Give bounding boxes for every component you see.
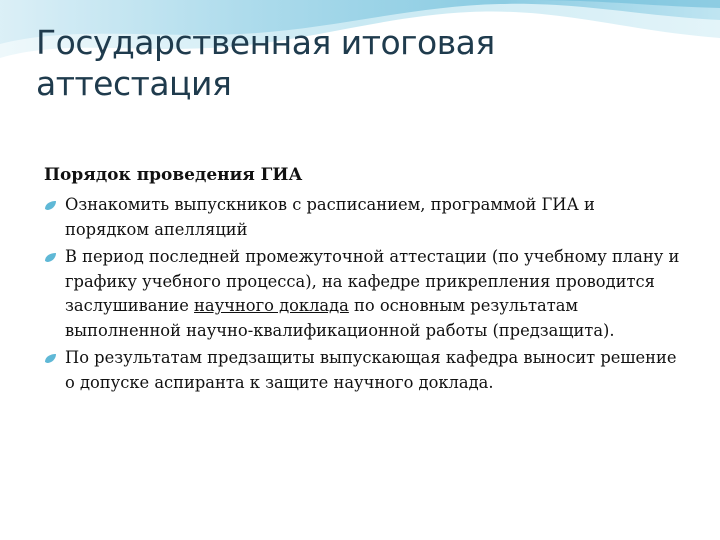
bullet-text-2a: В период последней промежуточной аттестации (по учебному плану и графику учебного процесса), на кафедре прикрепления проводится заслушивание — [65, 247, 680, 315]
slide-content — [44, 163, 684, 398]
bullet-item-3 — [44, 346, 684, 395]
bullet-text-2-underlined: научного доклада — [194, 296, 349, 315]
water-drop-bullet-icon — [44, 200, 57, 211]
bullet-text-1: Ознакомить выпускников с расписанием, программой ГИА и порядком апелляций — [65, 195, 595, 239]
bullet-text-3: По результатам предзащиты выпускающая кафедра выносит решение о допуске аспиранта к защите научного доклада. — [65, 348, 677, 392]
bullet-item-2 — [44, 245, 684, 343]
bullet-item-1 — [44, 193, 684, 242]
subheading: Порядок проведения ГИА — [44, 165, 303, 185]
slide-title — [36, 22, 636, 104]
title-line-2: аттестация — [36, 64, 232, 103]
bullet-text-2b: по основным результатам выполненной научно-квалификационной работы (предзащита). — [65, 296, 615, 340]
water-drop-bullet-icon — [44, 353, 57, 364]
bullet-list — [44, 193, 684, 395]
water-drop-bullet-icon — [44, 252, 57, 263]
title-line-1: Государственная итоговая — [36, 23, 495, 62]
